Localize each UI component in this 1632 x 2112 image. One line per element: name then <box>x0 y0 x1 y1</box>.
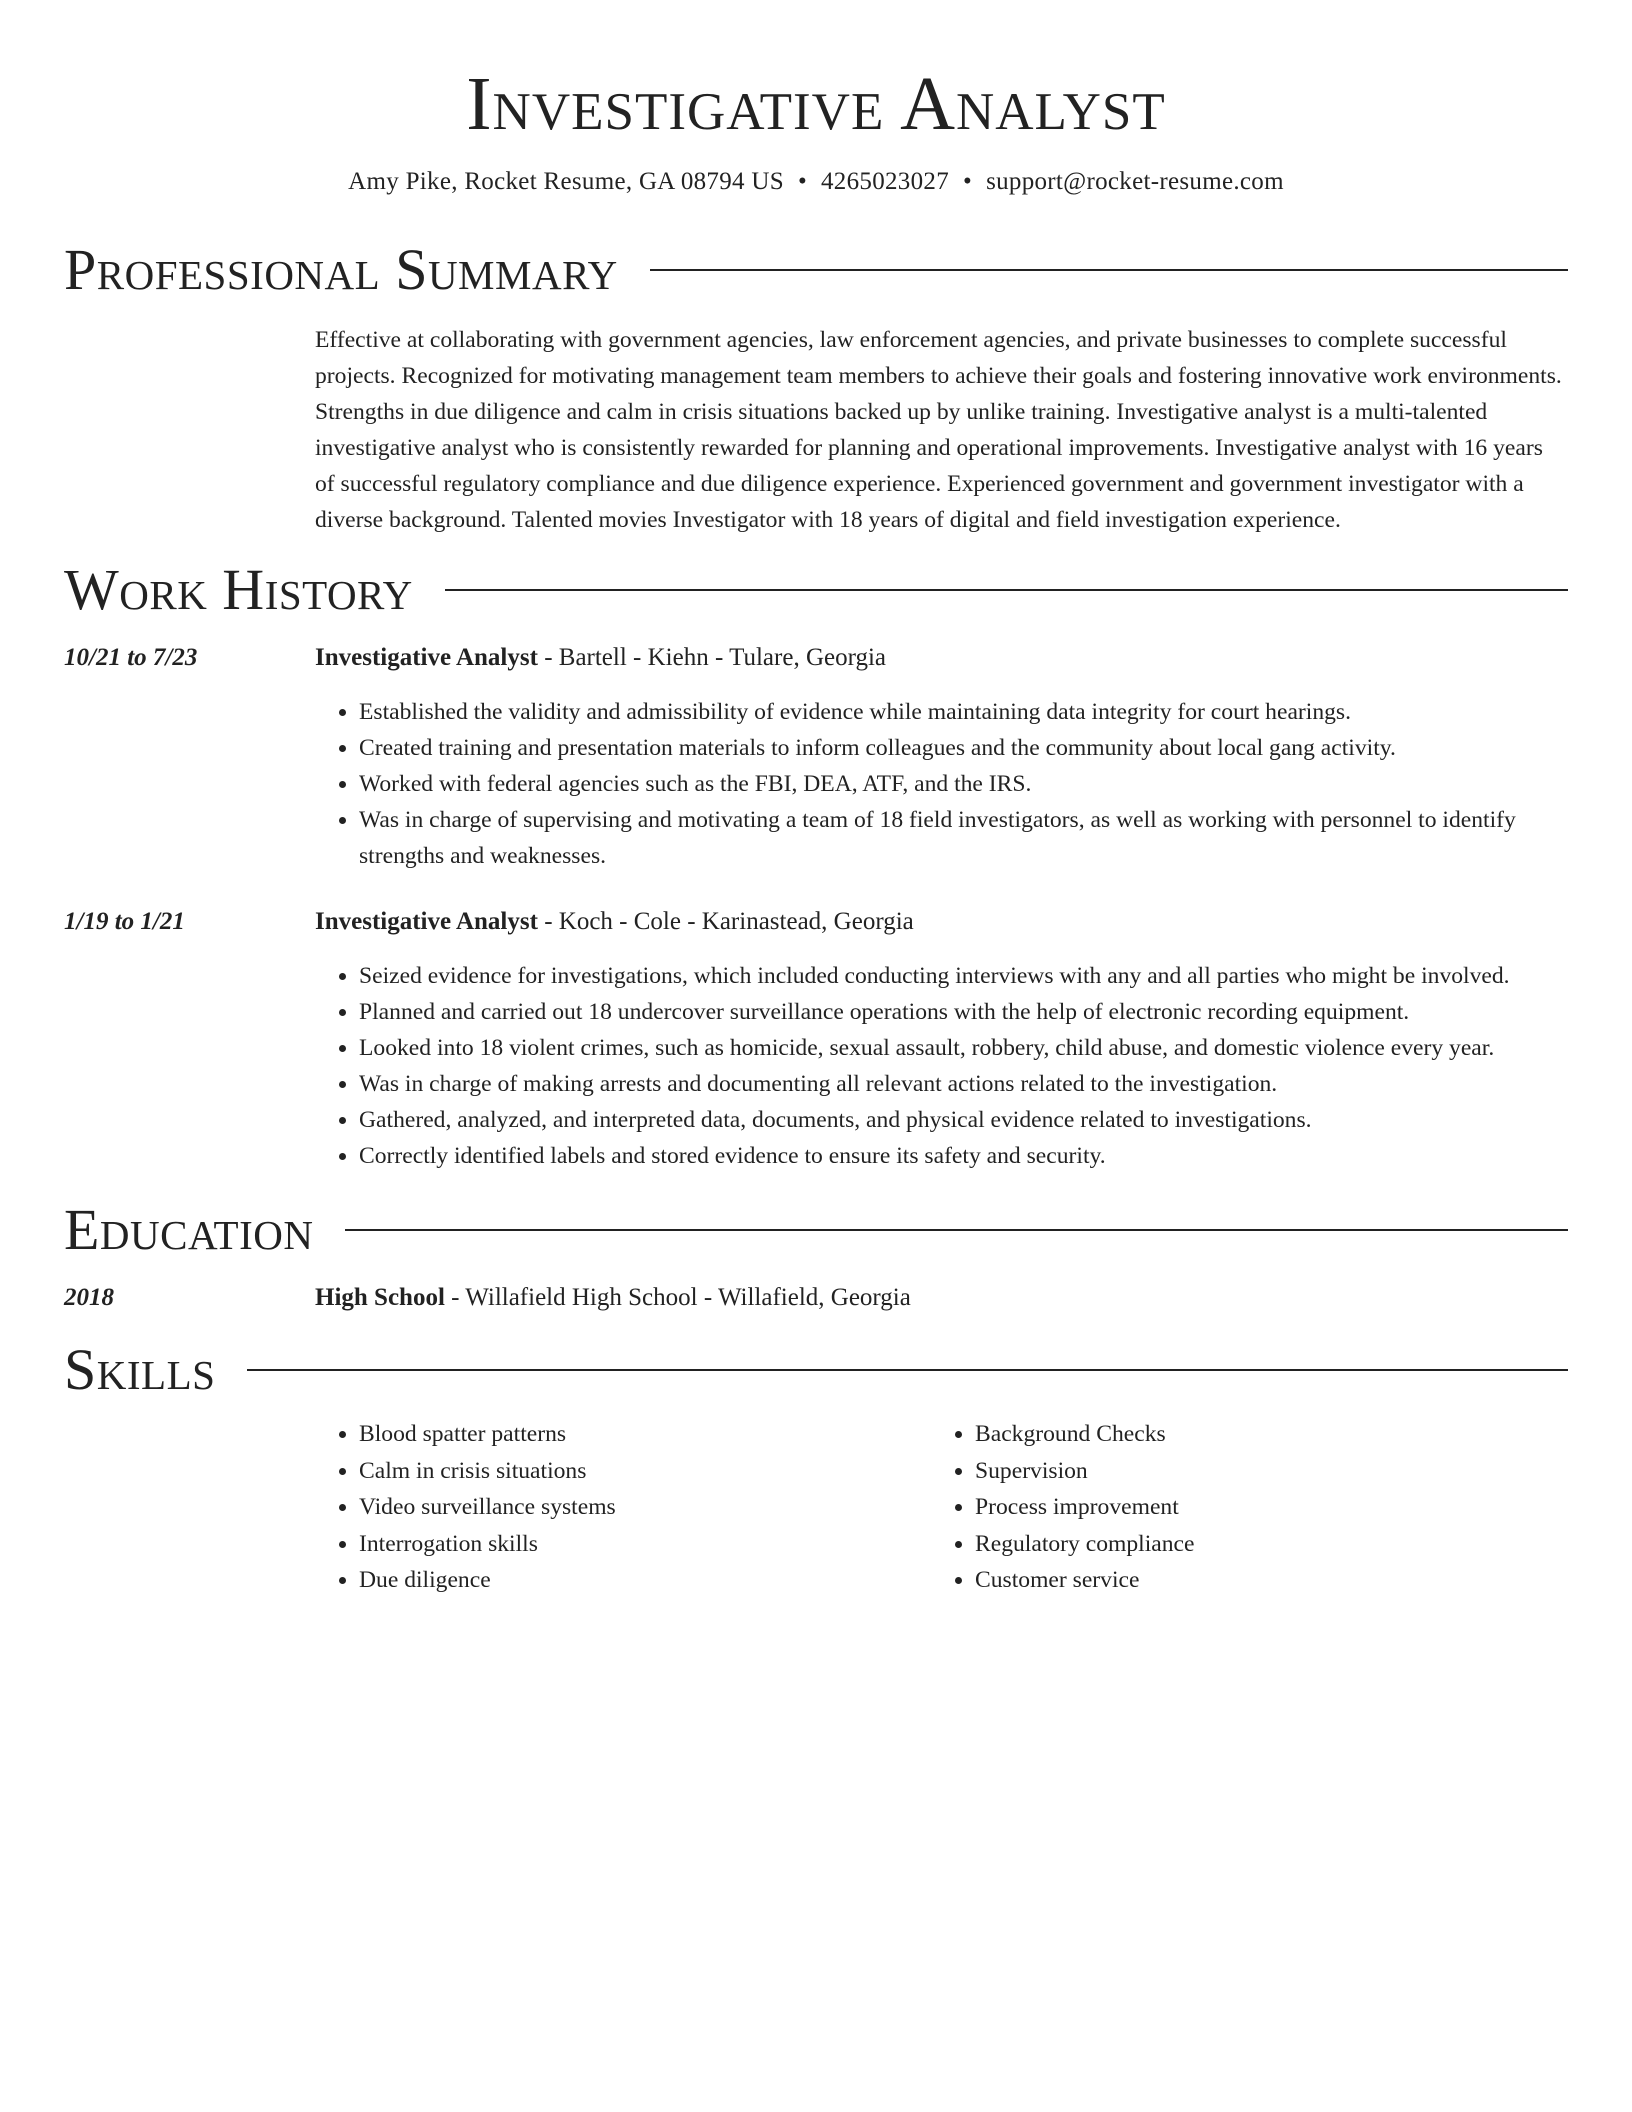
education-entry <box>64 1280 1568 1316</box>
education-section-header <box>64 1198 1568 1262</box>
skills-list-right <box>931 1416 1547 1599</box>
job-employer: - Koch - Cole - Karinastead, Georgia <box>537 908 914 935</box>
job-title: Investigative Analyst <box>315 644 538 671</box>
skill-item: • Supervision <box>975 1453 1547 1490</box>
section-divider <box>445 589 1568 591</box>
job-heading <box>315 904 1568 940</box>
job-employer: - Bartell - Kiehn - Tulare, Georgia <box>537 644 887 671</box>
job-bullet: • Worked with federal agencies such as the FBI, DEA, ATF, and the IRS. <box>359 766 1568 802</box>
skills-columns <box>315 1416 1568 1599</box>
skill-item: • Customer service <box>975 1562 1547 1599</box>
job-bullet: • Correctly identified labels and stored evidence to ensure its safety and security. <box>359 1138 1568 1174</box>
skill-item: • Interrogation skills <box>359 1526 931 1563</box>
contact-address: Amy Pike, Rocket Resume, GA 08794 US <box>348 168 784 195</box>
resume-title: Investigative Analyst <box>466 62 1166 146</box>
skill-item: • Background Checks <box>975 1416 1547 1453</box>
job-dates: 1/19 to 1/21 <box>64 908 185 935</box>
contact-email: support@rocket-resume.com <box>986 168 1284 195</box>
job-entry <box>64 640 1568 874</box>
summary-heading: Professional Summary <box>64 237 618 302</box>
summary-section-header <box>64 238 1568 302</box>
work-section-header <box>64 558 1568 622</box>
separator-dot: • <box>797 168 807 195</box>
job-bullet: • Gathered, analyzed, and interpreted data, documents, and physical evidence related to investigations. <box>359 1102 1568 1138</box>
job-bullet: • Was in charge of making arrests and documenting all relevant actions related to the investigation. <box>359 1066 1568 1102</box>
job-bullet: • Planned and carried out 18 undercover surveillance operations with the help of electronic recording equipment. <box>359 994 1568 1030</box>
education-degree: High School <box>315 1284 445 1311</box>
job-bullet: • Looked into 18 violent crimes, such as homicide, sexual assault, robbery, child abuse, and domestic violence every year. <box>359 1030 1568 1066</box>
section-divider <box>345 1229 1568 1231</box>
contact-line <box>64 166 1568 198</box>
separator-dot: • <box>963 168 973 195</box>
contact-phone: 4265023027 <box>821 168 949 195</box>
job-title: Investigative Analyst <box>315 908 538 935</box>
skill-item: • Calm in crisis situations <box>359 1453 931 1490</box>
job-dates: 10/21 to 7/23 <box>64 644 198 671</box>
job-bullet: • Was in charge of supervising and motivating a team of 18 field investigators, as well as working with personnel to identify strengths and weaknesses. <box>359 802 1568 874</box>
job-bullet: • Seized evidence for investigations, which included conducting interviews with any and all parties who might be involved. <box>359 958 1568 994</box>
skills-section-header <box>64 1338 1568 1402</box>
skills-heading: Skills <box>64 1337 216 1402</box>
skill-item: • Regulatory compliance <box>975 1526 1547 1563</box>
job-bullets <box>315 694 1568 874</box>
education-heading-line <box>315 1280 1568 1316</box>
section-divider <box>247 1369 1568 1371</box>
job-bullet: • Created training and presentation materials to inform colleagues and the community about local gang activity. <box>359 730 1568 766</box>
section-divider <box>650 269 1568 271</box>
education-heading: Education <box>64 1197 314 1262</box>
skill-item: • Process improvement <box>975 1489 1547 1526</box>
skill-item: • Blood spatter patterns <box>359 1416 931 1453</box>
job-bullet: • Established the validity and admissibility of evidence while maintaining data integrity for court hearings. <box>359 694 1568 730</box>
job-bullets <box>315 958 1568 1174</box>
skills-list-left <box>315 1416 931 1599</box>
job-entry <box>64 904 1568 1174</box>
skill-item: • Video surveillance systems <box>359 1489 931 1526</box>
job-heading <box>315 640 1568 676</box>
work-heading: Work History <box>64 557 413 622</box>
summary-text: Effective at collaborating with government agencies, law enforcement agencies, and private businesses to complete successful projects. Recognized for motivating management team members to achieve their goals and fostering innovative work environments. Strengths in due diligence and calm in crisis situations backed up by unlike training. Investigative analyst is a multi-talented investigative analyst who is consistently rewarded for planning and operational improvements. Investigative analyst with 16 years of successful regulatory compliance and due diligence experience. Experienced government and government investigator with a diverse background. Talented movies Investigator with 18 years of digital and field investigation experience. <box>315 327 1562 533</box>
education-school: - Willafield High School - Willafield, Georgia <box>444 1284 911 1311</box>
skill-item: • Due diligence <box>359 1562 931 1599</box>
education-year: 2018 <box>64 1284 114 1311</box>
resume-page <box>64 0 1568 1599</box>
